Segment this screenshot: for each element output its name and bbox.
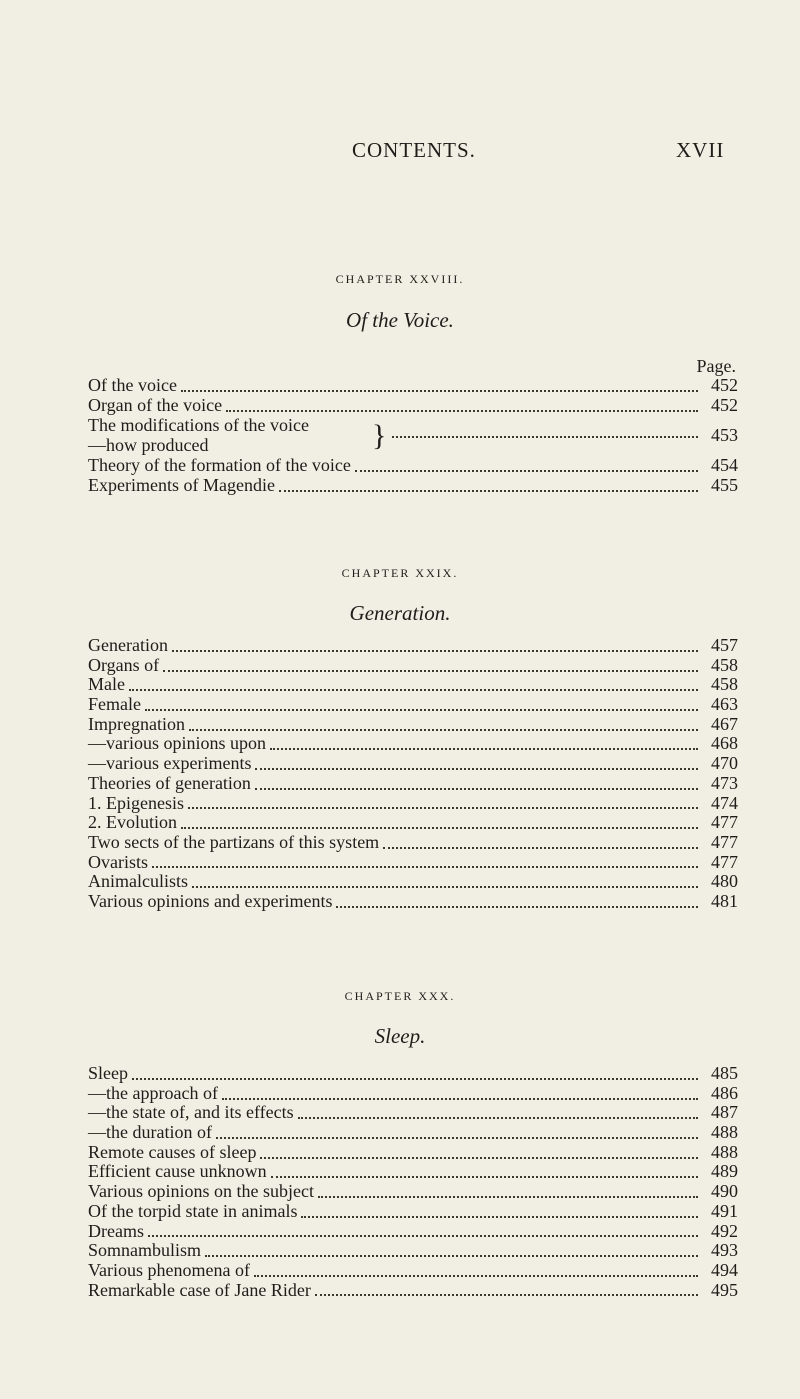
entry-title: Female bbox=[88, 694, 141, 715]
entry-title: —various experiments bbox=[88, 753, 252, 774]
entry-page: 488 bbox=[711, 1141, 738, 1162]
entry-title: —the duration of bbox=[88, 1122, 212, 1143]
toc-entry[interactable] bbox=[88, 656, 738, 676]
chapter-label: CHAPTER XXIX. bbox=[341, 566, 459, 580]
entry-page: 455 bbox=[711, 474, 738, 495]
entry-page: 488 bbox=[711, 1122, 738, 1143]
leader-dots bbox=[270, 748, 698, 750]
toc-entry[interactable] bbox=[88, 396, 738, 416]
leader-dots bbox=[254, 1275, 698, 1277]
entry-title: Sleep bbox=[88, 1063, 128, 1083]
entry-page: 463 bbox=[711, 694, 738, 715]
leader-dots bbox=[181, 390, 698, 392]
leader-dots bbox=[355, 470, 698, 472]
entry-page: 454 bbox=[711, 455, 738, 475]
entry-title: —the approach of bbox=[88, 1082, 218, 1103]
entry-page: 485 bbox=[711, 1063, 738, 1083]
toc-list bbox=[88, 376, 738, 415]
leader-dots bbox=[163, 670, 698, 672]
toc-entry[interactable] bbox=[88, 1103, 738, 1123]
toc-entry[interactable] bbox=[88, 1182, 738, 1202]
chapter-label: CHAPTER XXVIII. bbox=[335, 272, 465, 286]
entry-title: Various opinions on the subject bbox=[88, 1181, 314, 1202]
entry-title: Theories of generation bbox=[88, 772, 251, 793]
entry-page: 458 bbox=[711, 654, 738, 675]
entry-page: 468 bbox=[711, 733, 738, 754]
entry-page: 489 bbox=[711, 1161, 738, 1182]
leader-dots bbox=[172, 650, 698, 652]
toc-entry[interactable] bbox=[88, 1261, 738, 1281]
entry-title: 2. Evolution bbox=[88, 812, 177, 833]
toc-list bbox=[88, 636, 738, 912]
entry-title: Somnambulism bbox=[88, 1240, 202, 1261]
toc-entry[interactable] bbox=[88, 675, 738, 695]
entry-title: Of the voice bbox=[88, 375, 177, 395]
entry-page: 493 bbox=[711, 1240, 738, 1261]
entry-page: 480 bbox=[711, 871, 738, 892]
entry-title: Organ of the voice bbox=[88, 394, 223, 415]
entry-page: 473 bbox=[711, 772, 738, 793]
entry-title: Experiments of Magendie bbox=[88, 474, 275, 495]
entry-title: Organs of bbox=[88, 654, 160, 675]
leader-dots bbox=[132, 1078, 698, 1080]
toc-entry-braced[interactable] bbox=[88, 416, 738, 456]
entry-page: 477 bbox=[711, 831, 738, 852]
entry-page: 490 bbox=[711, 1181, 738, 1202]
entry-title: Various opinions and experiments bbox=[88, 890, 333, 911]
chapter-label: CHAPTER XXX. bbox=[344, 989, 456, 1003]
toc-entry[interactable] bbox=[88, 456, 738, 476]
entry-page: 487 bbox=[711, 1102, 738, 1123]
entry-title: Theory of the formation of the voice bbox=[88, 455, 351, 475]
entry-page: 470 bbox=[711, 753, 738, 774]
leader-dots bbox=[298, 1117, 698, 1119]
entry-page: 477 bbox=[711, 851, 738, 872]
entry-title-line-2: —how produced bbox=[88, 434, 209, 455]
toc-entry[interactable] bbox=[88, 476, 738, 496]
entry-title: Efficient cause unknown bbox=[88, 1161, 267, 1182]
entry-page: 452 bbox=[711, 375, 738, 395]
toc-entry[interactable] bbox=[88, 1064, 738, 1084]
toc-entry[interactable] bbox=[88, 636, 738, 656]
entry-page: 457 bbox=[711, 635, 738, 655]
toc-list bbox=[88, 1064, 738, 1300]
toc-entry[interactable] bbox=[88, 734, 738, 754]
leader-dots bbox=[318, 1196, 698, 1198]
leader-dots bbox=[222, 1098, 698, 1100]
leader-dots bbox=[148, 1235, 698, 1237]
entry-page: 467 bbox=[711, 713, 738, 734]
toc-entry[interactable] bbox=[88, 754, 738, 774]
entry-page: 452 bbox=[711, 394, 738, 415]
toc-entry[interactable] bbox=[88, 376, 738, 396]
leader-dots bbox=[226, 410, 698, 412]
toc-entry[interactable] bbox=[88, 1123, 738, 1143]
brace-glyph: } bbox=[372, 419, 387, 452]
entry-page: 494 bbox=[711, 1259, 738, 1280]
toc-entry[interactable] bbox=[88, 774, 738, 794]
leader-dots bbox=[271, 1176, 698, 1178]
entry-title: Remote causes of sleep bbox=[88, 1141, 257, 1162]
toc-list bbox=[88, 456, 738, 495]
toc-entry[interactable] bbox=[88, 1162, 738, 1182]
entry-title: Dreams bbox=[88, 1220, 144, 1241]
entry-title: Animalculists bbox=[88, 871, 188, 892]
leader-dots bbox=[392, 436, 698, 438]
toc-entry[interactable] bbox=[88, 794, 738, 814]
chapter-subtitle: Of the Voice. bbox=[346, 308, 454, 332]
chapter-subtitle: Sleep. bbox=[374, 1024, 426, 1048]
toc-entry[interactable] bbox=[88, 833, 738, 853]
page-column-label: Page. bbox=[696, 356, 736, 376]
leader-dots bbox=[336, 906, 698, 908]
entry-page: 495 bbox=[711, 1279, 738, 1300]
entry-page: 481 bbox=[711, 890, 738, 911]
leader-dots bbox=[279, 490, 698, 492]
toc-entry[interactable] bbox=[88, 872, 738, 892]
leader-dots bbox=[260, 1157, 698, 1159]
toc-entry[interactable] bbox=[88, 1202, 738, 1222]
leader-dots bbox=[255, 768, 698, 770]
entry-title-line-1: The modifications of the voice bbox=[88, 415, 309, 435]
entry-title: Generation bbox=[88, 635, 168, 655]
entry-page: 458 bbox=[711, 674, 738, 695]
leader-dots bbox=[205, 1255, 698, 1257]
toc-entry[interactable] bbox=[88, 1084, 738, 1104]
toc-entry[interactable] bbox=[88, 1143, 738, 1163]
entry-title: —the state of, and its effects bbox=[88, 1102, 294, 1123]
page-header bbox=[0, 138, 800, 168]
toc-entry[interactable] bbox=[88, 695, 738, 715]
entry-title: Two sects of the partizans of this system bbox=[88, 831, 380, 852]
entry-title: Various phenomena of bbox=[88, 1259, 250, 1280]
leader-dots bbox=[192, 886, 698, 888]
running-title: CONTENTS. bbox=[352, 138, 476, 162]
toc-entry[interactable] bbox=[88, 1281, 738, 1301]
leader-dots bbox=[255, 788, 698, 790]
toc-entry[interactable] bbox=[88, 1222, 738, 1242]
entry-page: 486 bbox=[711, 1082, 738, 1103]
entry-page: 492 bbox=[711, 1220, 738, 1241]
chapter-subtitle: Generation. bbox=[349, 601, 451, 625]
leader-dots bbox=[301, 1216, 698, 1218]
toc-entry[interactable] bbox=[88, 813, 738, 833]
leader-dots bbox=[383, 847, 698, 849]
leader-dots bbox=[145, 709, 698, 711]
entry-title: 1. Epigenesis bbox=[88, 792, 184, 813]
toc-entry[interactable] bbox=[88, 1241, 738, 1261]
leader-dots bbox=[129, 689, 698, 691]
entry-title: Ovarists bbox=[88, 851, 148, 872]
entry-page: 491 bbox=[711, 1200, 738, 1221]
entry-title: Remarkable case of Jane Rider bbox=[88, 1279, 311, 1300]
page-number: XVII bbox=[676, 138, 725, 162]
leader-dots bbox=[181, 827, 698, 829]
entry-title: Male bbox=[88, 674, 125, 695]
leader-dots bbox=[188, 807, 698, 809]
toc-entry[interactable] bbox=[88, 892, 738, 912]
toc-entry[interactable] bbox=[88, 715, 738, 735]
entry-page: 477 bbox=[711, 812, 738, 833]
entry-page: 474 bbox=[711, 792, 738, 813]
leader-dots bbox=[189, 729, 698, 731]
entry-title: Of the torpid state in animals bbox=[88, 1200, 298, 1221]
leader-dots bbox=[315, 1294, 698, 1296]
leader-dots bbox=[152, 866, 698, 868]
entry-title: Impregnation bbox=[88, 713, 185, 734]
toc-entry[interactable] bbox=[88, 853, 738, 873]
entry-page: 453 bbox=[711, 424, 738, 445]
entry-title: —various opinions upon bbox=[88, 733, 266, 754]
leader-dots bbox=[216, 1137, 698, 1139]
